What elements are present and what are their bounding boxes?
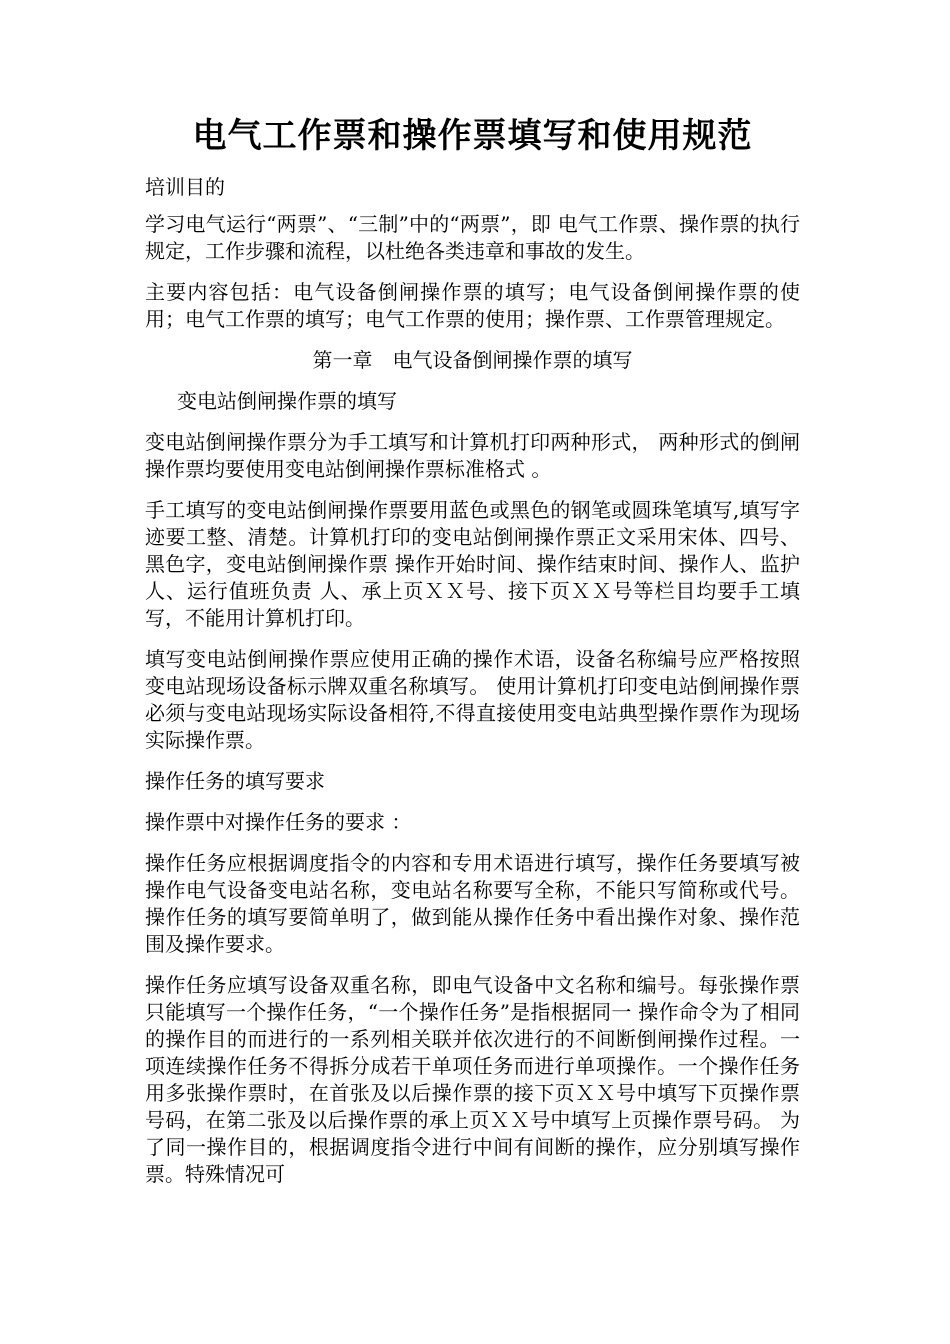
paragraph-main-content: 主要内容包括：电气设备倒闸操作票的填写；电气设备倒闸操作票的使用；电气工作票的填写；电气工作票的使用；操作票、工作票管理规定。: [145, 280, 800, 331]
section-heading: 变电站倒闸操作票的填写: [177, 389, 397, 413]
chapter-heading: 第一章 电气设备倒闸操作票的填写: [312, 348, 633, 372]
paragraph-task-requirements: 操作任务应根据调度指令的内容和专用术语进行填写，操作任务要填写被操作电气设备变电站名称，变电站名称要写全称，不能只写简称或代号。操作任务的填写要简单明了，做到能从操作任务中看出操作对象、操作范围及操作要求。: [145, 851, 800, 956]
sub-subsection-heading: 操作票中对操作任务的要求 ：: [145, 810, 412, 834]
paragraph-handwriting: 手工填写的变电站倒闸操作票要用蓝色或黑色的钢笔或圆珠笔填写,填写字迹要工整、清楚。计算机打印的变电站倒闸操作票正文采用宋体、四号、黑色字，变电站倒闸操作票 操作开始时间、操作结束时间、操作人、监护人、运行值班负责 人、承上页ＸＸ号、接下页ＸＸ号等栏目均要手工填写，不能用计算机打印。: [145, 498, 800, 630]
heading-training-goal: 培训目的: [145, 175, 225, 199]
paragraph-terminology: 填写变电站倒闸操作票应使用正确的操作术语，设备名称编号应严格按照变电站现场设备标示牌双重名称填写。 使用计算机打印变电站倒闸操作票必须与变电站现场实际设备相符,不得直接使用变电站典型操作票作为现场实际操作票。: [145, 647, 800, 752]
paragraph-forms: 变电站倒闸操作票分为手工填写和计算机打印两种形式， 两种形式的倒闸操作票均要使用变电站倒闸操作票标准格式 。: [145, 430, 800, 481]
document-title: 电气工作票和操作票填写和使用规范: [192, 116, 753, 156]
paragraph-training-goal: 学习电气运行“两票”、“三制”中的“两票”，即 电气工作票、操作票的执行规定，工作步骤和流程，以杜绝各类违章和事故的发生。: [145, 212, 800, 263]
paragraph-dual-name: 操作任务应填写设备双重名称，即电气设备中文名称和编号。每张操作票只能填写一个操作任务，“一个操作任务”是指根据同一 操作命令为了相同的操作目的而进行的一系列相关联并依次进行的不间断倒闸操作过程。一项连续操作任务不得拆分成若干单项任务而进行单项操作。一个操作任务用多张操作票时，在首张及以后操作票的接下页ＸＸ号中填写下页操作票号码，在第二张及以后操作票的承上页ＸＸ号中填写上页操作票号码。 为了同一操作目的，根据调度指令进行中间有间断的操作，应分别填写操作票。特殊情况可: [145, 973, 800, 1186]
subsection-heading: 操作任务的填写要求: [145, 769, 325, 793]
